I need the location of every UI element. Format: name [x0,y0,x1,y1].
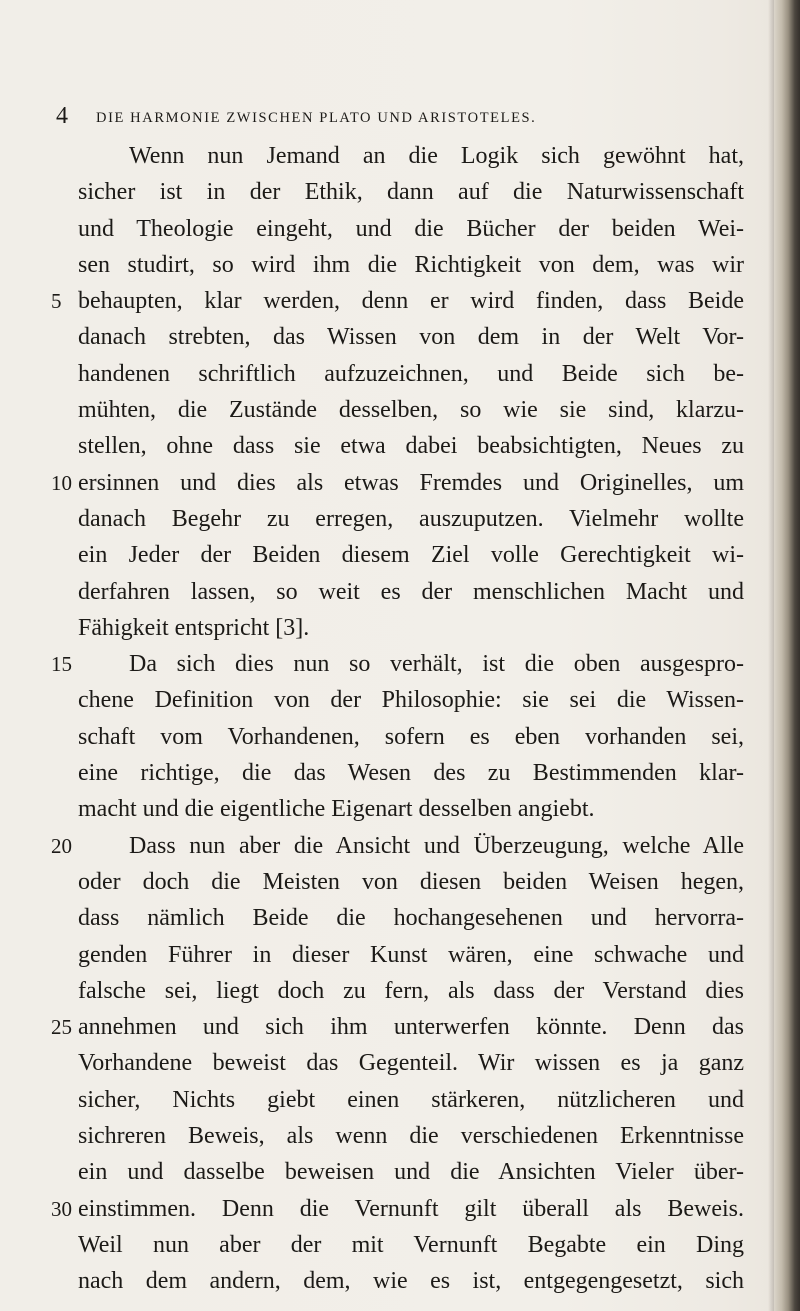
text-line [0,319,780,355]
text-line [0,428,780,464]
line-text: danach strebten, das Wissen von dem in der Welt Vor- [78,324,744,351]
text-line [0,646,780,682]
line-text: genden Führer in dieser Kunst wären, eine schwache und [78,941,744,968]
line-number: 15 [51,652,72,677]
line-number: 25 [51,1015,72,1040]
line-text: ein Jeder der Beiden diesem Ziel volle Gerechtigkeit wi- [78,542,744,569]
line-text: danach Begehr zu erregen, auszuputzen. Vielmehr wollte [78,505,744,532]
line-number: 20 [51,833,72,858]
text-line [0,973,780,1009]
line-text: behaupten, klar werden, denn er wird finden, dass Beide [78,288,744,315]
line-text: Dass nun aber die Ansicht und Überzeugung, welche Alle [129,832,744,859]
line-text: sicher, Nichts giebt einen stärkeren, nützlicheren und [78,1086,744,1113]
text-line [0,356,780,392]
line-text: Wenn nun Jemand an die Logik sich gewöhnt hat, [129,143,744,169]
body-text [0,138,780,1300]
line-text: eine richtige, die das Wesen des zu Bestimmenden klar- [78,760,744,787]
line-number: 30 [51,1196,72,1221]
text-line [0,138,780,174]
text-line [0,828,780,864]
line-text: Weil nun aber der mit Vernunft Begabte ein Ding [78,1231,744,1258]
line-text: und Theologie eingeht, und die Bücher der beiden Wei- [78,215,744,242]
line-text: derfahren lassen, so weit es der menschlichen Macht und [78,578,744,605]
text-line [0,791,780,827]
text-line [0,755,780,791]
text-line [0,174,780,210]
text-line [0,610,780,646]
text-line [0,864,780,900]
line-text: schaft vom Vorhandenen, sofern es eben vorhanden sei, [78,723,744,750]
text-line [0,247,780,283]
line-text: chene Definition von der Philosophie: sie sei die Wissen- [78,687,744,714]
line-text: sichreren Beweis, als wenn die verschiedenen Erkenntnisse [78,1123,744,1150]
line-text: dass nämlich Beide die hochangesehenen und hervorra- [78,905,744,932]
line-text: ersinnen und dies als etwas Fremdes und Originelles, um [78,469,744,496]
line-text: Vorhandene beweist das Gegenteil. Wir wissen es ja ganz [78,1050,744,1077]
running-head [56,102,736,134]
text-line [0,1082,780,1118]
text-line [0,1118,780,1154]
text-line [0,1154,780,1190]
line-text: falsche sei, liegt doch zu fern, als dass der Verstand dies [78,977,744,1004]
text-line [0,392,780,428]
line-number: 10 [51,470,72,495]
line-number: 5 [51,289,62,314]
line-text: oder doch die Meisten von diesen beiden Weisen hegen, [78,868,744,895]
line-text: Da sich dies nun so verhält, ist die oben ausgespro- [129,651,744,678]
text-line [0,900,780,936]
line-text: annehmen und sich ihm unterwerfen könnte. Denn das [78,1014,744,1041]
text-line [0,1191,780,1227]
line-text: ein und dasselbe beweisen und die Ansichten Vieler über- [78,1159,744,1186]
text-line [0,1009,780,1045]
text-line [0,937,780,973]
line-text: sicher ist in der Ethik, dann auf die Naturwissenschaft [78,179,744,206]
line-text: handenen schriftlich aufzuzeichnen, und Beide sich be- [78,360,744,387]
text-line [0,283,780,319]
line-text: sen studirt, so wird ihm die Richtigkeit von dem, was wir [78,251,744,278]
page-number: 4 [56,103,68,129]
line-text: einstimmen. Denn die Vernunft gilt überall als Beweis. [78,1195,744,1222]
text-line [0,1045,780,1081]
text-line [0,1227,780,1263]
text-line [0,682,780,718]
line-text: stellen, ohne dass sie etwa dabei beabsichtigten, Neues zu [78,433,744,460]
text-line [0,1263,780,1299]
text-line [0,501,780,537]
text-line [0,537,780,573]
running-title: DIE HARMONIE ZWISCHEN PLATO UND ARISTOTELES. [96,110,537,126]
line-text: Fähigkeit entspricht [3]. [78,614,310,641]
text-line [0,719,780,755]
text-line [0,574,780,610]
line-text: mühten, die Zustände desselben, so wie sie sind, klarzu- [78,397,744,424]
line-text: nach dem andern, dem, wie es ist, entgegengesetzt, sich [78,1268,744,1295]
line-text: macht und die eigentliche Eigenart desselben angiebt. [78,796,595,823]
text-line [0,211,780,247]
text-line [0,465,780,501]
